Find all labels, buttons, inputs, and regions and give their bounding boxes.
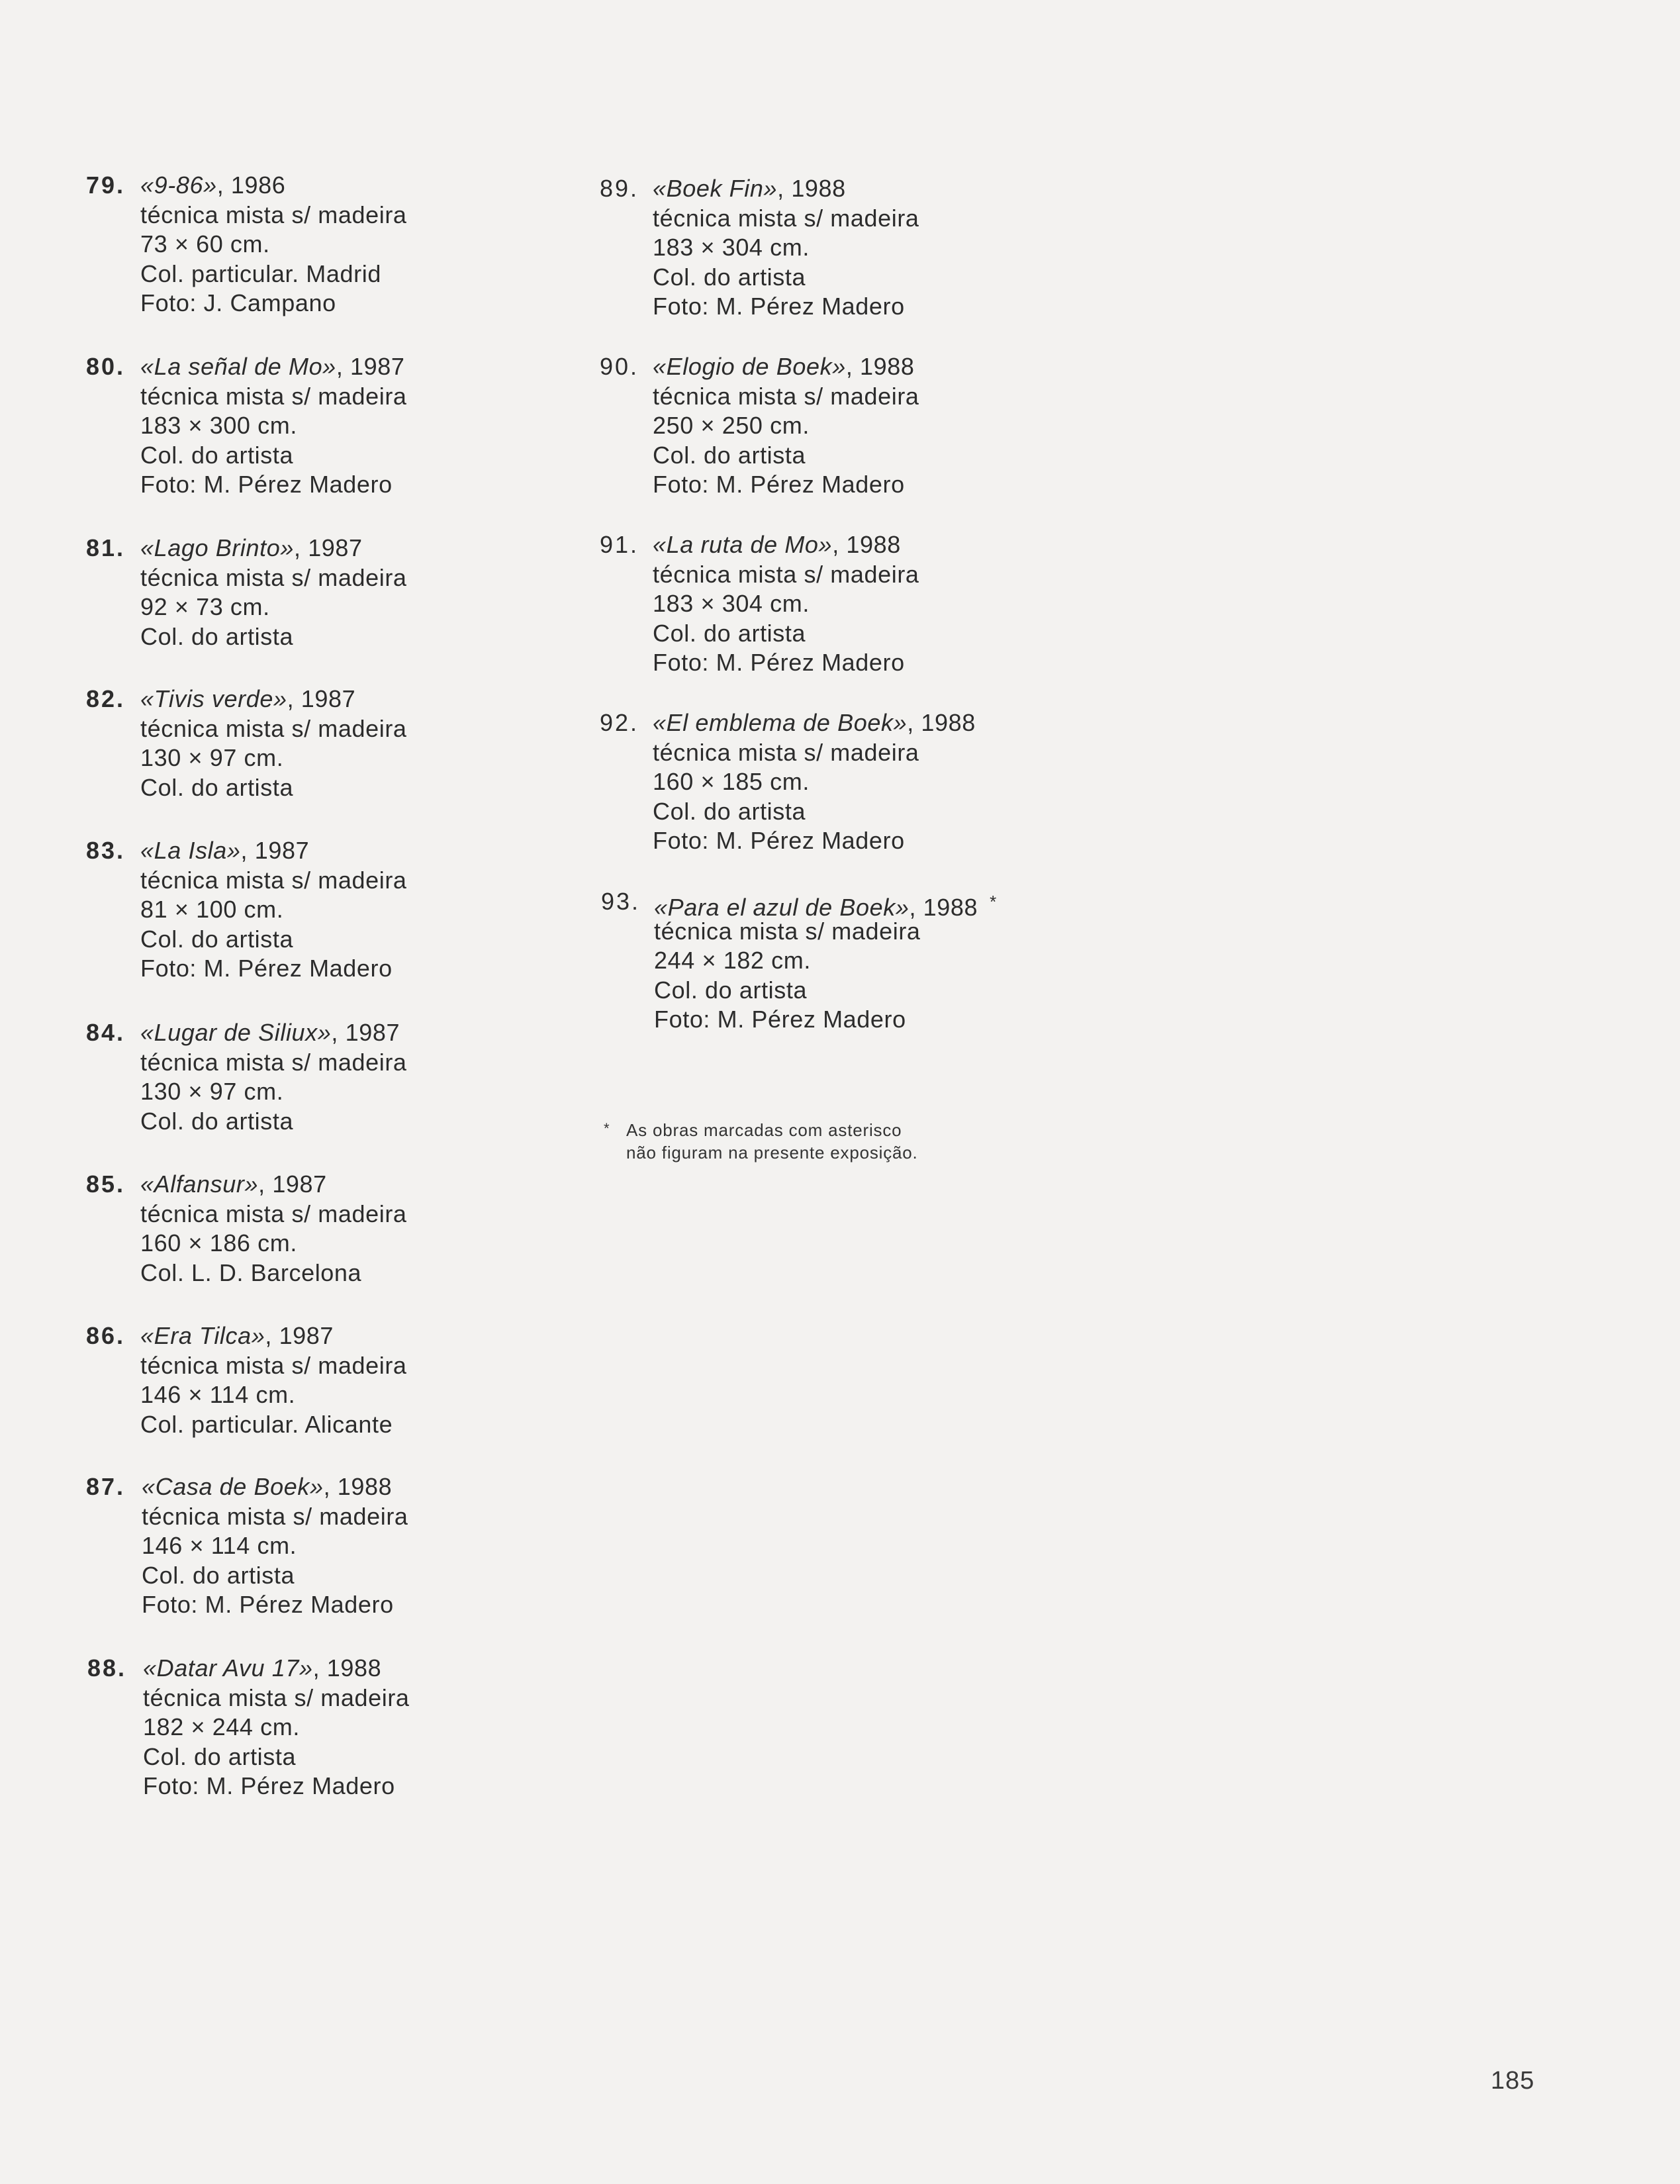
entry-title-line bbox=[140, 534, 407, 563]
entry-size: 183 × 304 cm. bbox=[653, 234, 810, 261]
entry-collection: Col. do artista bbox=[653, 263, 806, 291]
entry-title: «Datar Avu 17» bbox=[143, 1654, 313, 1682]
entry-collection: Col. do artista bbox=[140, 1107, 294, 1135]
entry-title: «Para el azul de Boek» bbox=[654, 894, 910, 921]
entry-title-line bbox=[140, 1170, 407, 1200]
entry-technique: técnica mista s/ madeira bbox=[142, 1502, 408, 1530]
entry-year: , 1987 bbox=[240, 837, 310, 864]
entry-technique: técnica mista s/ madeira bbox=[143, 1684, 410, 1711]
entry-collection: Col. do artista bbox=[654, 976, 808, 1004]
entry-year: , 1986 bbox=[216, 171, 286, 199]
entry-size: 183 × 304 cm. bbox=[653, 590, 810, 617]
entry-title: «Lago Brinto» bbox=[140, 534, 294, 561]
entry-title-line bbox=[653, 708, 976, 738]
entry-title: «Tivis verde» bbox=[140, 685, 287, 712]
page-number: 185 bbox=[1491, 2067, 1535, 2095]
entry-title-line bbox=[140, 171, 407, 201]
entry-size: 81 × 100 cm. bbox=[140, 896, 284, 923]
entry-title: «Lugar de Siliux» bbox=[140, 1019, 332, 1046]
entry-photo: Foto: M. Pérez Madero bbox=[142, 1591, 394, 1618]
entry-year: , 1987 bbox=[258, 1170, 327, 1198]
entry-size: 146 × 114 cm. bbox=[142, 1532, 297, 1559]
entry-title-line bbox=[140, 1321, 407, 1351]
entry-size: 130 × 97 cm. bbox=[140, 744, 284, 771]
entry-collection: Col. particular. Alicante bbox=[140, 1410, 393, 1438]
entry-number: 85. bbox=[86, 1170, 126, 1198]
footnote-asterisk: * bbox=[604, 1120, 610, 1137]
entry-year: , 1988 bbox=[845, 353, 915, 380]
entry-number: 84. bbox=[86, 1019, 126, 1046]
entry-number: 88. bbox=[87, 1654, 127, 1682]
entry-year: , 1987 bbox=[336, 353, 405, 380]
footnote-line-1: As obras marcadas com asterisco bbox=[626, 1120, 902, 1140]
entry-year: , 1987 bbox=[287, 685, 356, 712]
entry-technique: técnica mista s/ madeira bbox=[140, 1048, 407, 1076]
entry-photo: Foto: M. Pérez Madero bbox=[654, 1006, 906, 1033]
entry-year: , 1987 bbox=[293, 534, 363, 561]
entry-photo: Foto: M. Pérez Madero bbox=[653, 649, 905, 676]
entry-technique: técnica mista s/ madeira bbox=[653, 738, 919, 766]
entry-number: 81. bbox=[86, 534, 126, 561]
entry-size: 183 × 300 cm. bbox=[140, 412, 297, 439]
entry-technique: técnica mista s/ madeira bbox=[653, 560, 919, 588]
entry-title-line bbox=[653, 352, 919, 382]
entry-number: 89. bbox=[600, 175, 639, 202]
entry-title: «Era Tilca» bbox=[140, 1322, 265, 1349]
entry-title: «La señal de Mo» bbox=[140, 353, 336, 380]
entry-size: 92 × 73 cm. bbox=[140, 593, 270, 620]
entry-number: 82. bbox=[86, 685, 126, 712]
entry-year: , 1988 bbox=[323, 1473, 393, 1500]
entry-title-line bbox=[142, 1472, 408, 1502]
entry-photo: Foto: J. Campano bbox=[140, 289, 336, 316]
entry-title-line bbox=[140, 685, 407, 714]
asterisk-mark: * bbox=[990, 892, 997, 912]
entry-collection: Col. do artista bbox=[653, 441, 806, 469]
entry-photo: Foto: M. Pérez Madero bbox=[653, 827, 905, 854]
entry-collection: Col. do artista bbox=[140, 441, 294, 469]
entry-title-line bbox=[140, 1018, 407, 1048]
entry-collection: Col. do artista bbox=[143, 1742, 297, 1770]
entry-title-line bbox=[143, 1654, 410, 1684]
entry-number: 86. bbox=[86, 1322, 126, 1349]
entry-collection: Col. do artista bbox=[653, 619, 806, 647]
entry-photo: Foto: M. Pérez Madero bbox=[653, 293, 905, 320]
entry-title-line bbox=[653, 174, 919, 204]
entry-title: «La Isla» bbox=[140, 837, 241, 864]
entry-size: 250 × 250 cm. bbox=[653, 412, 810, 439]
entry-collection: Col. do artista bbox=[140, 622, 294, 650]
entry-technique: técnica mista s/ madeira bbox=[140, 201, 407, 228]
entry-year: , 1987 bbox=[265, 1322, 334, 1349]
entry-number: 93. bbox=[601, 888, 641, 915]
entry-photo: Foto: M. Pérez Madero bbox=[653, 471, 905, 498]
entry-year: , 1988 bbox=[312, 1654, 382, 1682]
entry-technique: técnica mista s/ madeira bbox=[140, 1200, 407, 1227]
entry-size: 73 × 60 cm. bbox=[140, 230, 270, 258]
entry-title-line bbox=[140, 836, 407, 866]
entry-collection: Col. do artista bbox=[142, 1561, 295, 1589]
entry-size: 130 × 97 cm. bbox=[140, 1078, 284, 1105]
entry-size: 182 × 244 cm. bbox=[143, 1713, 300, 1740]
entry-title: «Boek Fin» bbox=[653, 175, 778, 202]
entry-collection: Col. do artista bbox=[140, 773, 294, 801]
entry-collection: Col. do artista bbox=[653, 797, 806, 825]
entry-title: «El emblema de Boek» bbox=[653, 709, 908, 736]
entry-number: 91. bbox=[600, 531, 639, 558]
entry-technique: técnica mista s/ madeira bbox=[653, 382, 919, 410]
entry-collection: Col. particular. Madrid bbox=[140, 260, 381, 287]
entry-title-line bbox=[653, 530, 919, 560]
entry-title-line bbox=[654, 887, 997, 921]
entry-title-line bbox=[140, 352, 407, 382]
entry-number: 83. bbox=[86, 837, 126, 864]
entry-collection: Col. do artista bbox=[140, 925, 294, 953]
entry-size: 160 × 185 cm. bbox=[653, 768, 810, 795]
entry-photo: Foto: M. Pérez Madero bbox=[140, 955, 393, 982]
entry-number: 79. bbox=[86, 171, 126, 199]
entry-year: , 1987 bbox=[331, 1019, 400, 1046]
entry-technique: técnica mista s/ madeira bbox=[140, 1351, 407, 1379]
entry-size: 244 × 182 cm. bbox=[654, 947, 811, 974]
entry-number: 92. bbox=[600, 709, 639, 736]
entry-collection: Col. L. D. Barcelona bbox=[140, 1258, 362, 1286]
entry-year: , 1988 bbox=[909, 894, 978, 921]
entry-title: «Elogio de Boek» bbox=[653, 353, 846, 380]
footnote-line-2: não figuram na presente exposição. bbox=[626, 1143, 918, 1163]
entry-technique: técnica mista s/ madeira bbox=[140, 866, 407, 894]
entry-number: 87. bbox=[86, 1473, 126, 1500]
entry-year: , 1988 bbox=[907, 709, 976, 736]
entry-number: 90. bbox=[600, 353, 639, 380]
entry-photo: Foto: M. Pérez Madero bbox=[140, 471, 393, 498]
entry-year: , 1988 bbox=[832, 531, 901, 558]
entry-technique: técnica mista s/ madeira bbox=[140, 382, 407, 410]
entry-title: «La ruta de Mo» bbox=[653, 531, 833, 558]
entry-title: «9-86» bbox=[140, 171, 217, 199]
entry-size: 160 × 186 cm. bbox=[140, 1229, 297, 1257]
entry-title: «Casa de Boek» bbox=[142, 1473, 324, 1500]
entry-technique: técnica mista s/ madeira bbox=[653, 204, 919, 232]
entry-technique: técnica mista s/ madeira bbox=[140, 563, 407, 591]
entry-technique: técnica mista s/ madeira bbox=[654, 917, 921, 945]
entry-size: 146 × 114 cm. bbox=[140, 1381, 296, 1408]
entry-year: , 1988 bbox=[777, 175, 846, 202]
entry-number: 80. bbox=[86, 353, 126, 380]
entry-technique: técnica mista s/ madeira bbox=[140, 714, 407, 742]
entry-title: «Alfansur» bbox=[140, 1170, 259, 1198]
entry-photo: Foto: M. Pérez Madero bbox=[143, 1772, 395, 1799]
